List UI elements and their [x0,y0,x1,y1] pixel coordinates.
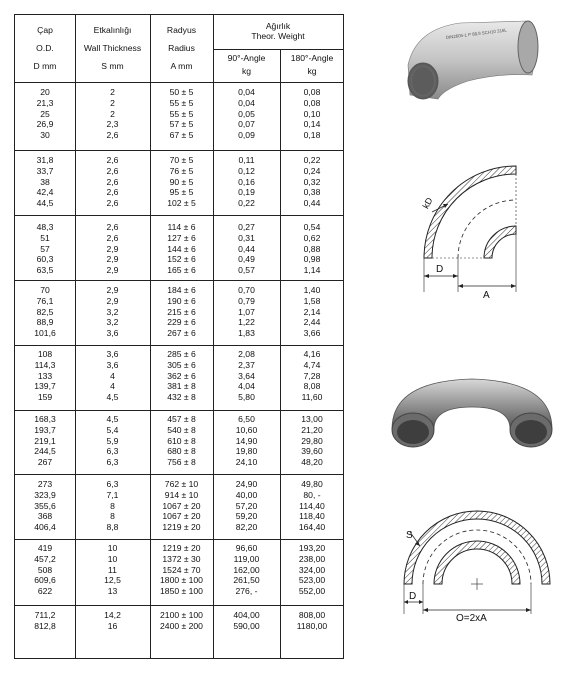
header-od-tr: Çap [37,25,53,35]
cell-od: 419 [37,543,53,553]
cell-wall: 2,6 [106,187,119,198]
cell-radius: 50 ± 5 [169,87,194,97]
cell-radius: 165 ± 6 [167,265,196,276]
cell-w90: 1,83 [238,328,255,339]
cell-w90: 0,44 [238,243,255,254]
group-separator [15,410,343,411]
header-wall [75,25,150,72]
cell-w90: 4,04 [238,381,255,392]
cell-od: 622 [37,586,53,597]
cell-wall: 5,9 [106,435,119,446]
cell-od: 21,3 [36,97,54,108]
cell-od: 355,6 [34,500,56,511]
header-w90 [213,52,280,78]
cell-wall: 2,6 [106,198,119,209]
cell-radius: 914 ± 10 [164,489,199,500]
header-weight-en: Theor. Weight [251,31,305,41]
cell-wall: 2,6 [106,130,119,141]
cell-radius: 1850 ± 100 [160,586,203,597]
cell-od: 406,4 [34,522,56,533]
header-radius [150,25,213,72]
label-a: A [483,290,490,301]
cell-w180: 4,74 [303,359,321,370]
cell-od: 25 [40,108,50,119]
cell-w90: 119,00 [233,553,260,564]
cell-radius: 184 ± 6 [167,285,196,295]
pipe-elbow-table [14,14,344,659]
cell-w180: 39,60 [301,446,323,457]
cell-od: 609,6 [34,575,56,586]
cell-wall: 3,2 [106,306,119,317]
cell-wall: 10 [107,543,118,553]
bend-180-image [386,373,558,453]
cell-w180: 4,16 [303,349,321,359]
cell-w180: 0,08 [303,87,321,97]
elbow-90-drawing [408,146,534,306]
cell-radius: 55 ± 5 [169,108,194,119]
cell-w90: 2,08 [238,349,255,359]
cell-w180: 0,54 [303,222,321,232]
cell-radius: 267 ± 6 [167,328,196,339]
cell-w90: 3,64 [238,370,255,381]
header-radius-en: Radius [168,43,195,53]
cell-w180: 0,10 [303,108,321,119]
cell-w90: 0,04 [238,87,255,97]
cell-wall: 3,6 [106,349,119,359]
cell-radius: 362 ± 6 [167,370,196,381]
cell-radius: 2400 ± 200 [160,620,203,631]
cell-w90: 0,27 [238,222,255,232]
cell-radius: 190 ± 6 [167,295,196,306]
cell-wall: 4 [110,370,115,381]
label-d: D [436,264,444,275]
cell-radius: 1372 ± 30 [162,553,201,564]
cell-w180: 0,98 [303,254,321,265]
group-separator [15,539,343,540]
cell-w180: 80, - [303,489,321,500]
cell-w180: 523,00 [298,575,326,586]
cell-od: 244,5 [34,446,56,457]
cell-wall: 2,6 [106,232,119,243]
cell-w90: 0,09 [238,130,255,141]
cell-w180: 13,00 [301,414,323,424]
cell-radius: 2100 ± 100 [160,610,203,620]
cell-radius: 70 ± 5 [169,155,194,165]
cell-wall: 14,2 [104,610,121,620]
group-separator [15,345,343,346]
cell-wall: 8 [110,511,115,522]
header-weight-tr: Ağırlık [265,21,291,31]
cell-w180: 0,14 [303,119,321,130]
cell-od: 508 [37,564,53,575]
header-radius-tr: Radyus [166,25,197,35]
cell-wall: 16 [107,620,118,631]
cell-wall: 2,9 [106,254,119,265]
group-separator [15,215,343,216]
cell-w180: 1,58 [303,295,321,306]
cell-w90: 2,37 [238,359,255,370]
cell-wall: 3,2 [106,317,119,328]
cell-w180: 2,44 [303,317,321,328]
cell-w180: 193,20 [298,543,326,553]
cell-w180: 0,08 [303,97,321,108]
cell-od: 108 [37,349,53,359]
cell-w90: 276, - [235,586,258,597]
cell-w90: 40,00 [235,489,258,500]
cell-wall: 2 [110,108,115,119]
label-kd: kD [420,195,435,211]
cell-wall: 2,9 [106,295,119,306]
cell-radius: 457 ± 8 [167,414,196,424]
cell-od: 20 [40,87,50,97]
cell-wall: 2,6 [106,165,119,176]
cell-w90: 404,00 [233,610,260,620]
photo-90-elbow [398,15,544,101]
cell-w180: 0,62 [303,232,321,243]
cell-wall: 10 [107,553,118,564]
cell-od: 267 [37,457,53,468]
cell-w90: 59,20 [235,511,258,522]
cell-radius: 1524 ± 70 [162,564,201,575]
cell-radius: 67 ± 5 [169,130,194,141]
cell-radius: 540 ± 8 [167,424,196,435]
cell-od: 193,7 [34,424,56,435]
cell-wall: 2,6 [106,222,119,232]
cell-w90: 0,19 [238,187,255,198]
cell-wall: 12,5 [104,575,121,586]
group-separator [15,82,343,83]
cell-w90: 0,12 [238,165,255,176]
cell-wall: 2,9 [106,243,119,254]
cell-w180: 11,60 [301,392,323,403]
cell-w90: 10,60 [235,424,258,435]
header-w90-label: 90°-Angle [227,53,266,63]
cell-od: 457,2 [34,553,56,564]
elbow-90-image [398,15,544,101]
cell-w90: 0,04 [238,97,255,108]
cell-w90: 82,20 [235,522,258,533]
cell-wall: 6,3 [106,457,119,468]
group-separator [15,280,343,281]
label-s: S [406,530,413,541]
cell-od: 323,9 [34,489,56,500]
cell-wall: 6,3 [106,446,119,457]
diagram-90-elbow [408,146,534,306]
cell-radius: 152 ± 6 [167,254,196,265]
cell-w180: 808,00 [298,610,326,620]
cell-radius: 90 ± 5 [169,176,194,187]
cell-w90: 6,50 [238,414,255,424]
cell-w180: 8,08 [303,381,321,392]
cell-radius: 229 ± 6 [167,317,196,328]
cell-radius: 305 ± 6 [167,359,196,370]
cell-w180: 0,88 [303,243,321,254]
header-wall-tr: Etkalınlığı [93,25,132,35]
cell-od: 44,5 [36,198,54,209]
cell-w180: 7,28 [303,370,321,381]
cell-w180: 114,40 [299,500,325,511]
cell-w180: 0,18 [303,130,321,141]
cell-radius: 55 ± 5 [169,97,194,108]
cell-radius: 76 ± 5 [169,165,194,176]
cell-radius: 114 ± 6 [167,222,196,232]
cell-w90: 0,57 [238,265,255,276]
cell-w180: 238,00 [298,553,326,564]
cell-od: 133 [37,370,53,381]
cell-w180: 0,22 [303,155,321,165]
cell-wall: 2,6 [106,155,119,165]
cell-w180: 3,66 [303,328,321,339]
bend-180-drawing [396,502,558,626]
cell-radius: 756 ± 8 [167,457,196,468]
cell-w90: 24,10 [235,457,258,468]
cell-wall: 2 [110,87,115,97]
photo-180-bend [386,373,558,453]
cell-wall: 8,8 [106,522,119,533]
cell-od: 70 [40,285,50,295]
cell-w90: 162,00 [233,564,260,575]
cell-wall: 2,9 [106,285,119,295]
cell-w180: 552,00 [298,586,326,597]
cell-radius: 1067 ± 20 [162,500,201,511]
cell-od: 101,6 [34,328,56,339]
cell-w90: 0,79 [238,295,255,306]
cell-od: 38 [40,176,50,187]
cell-wall: 2,3 [106,119,119,130]
cell-w90: 0,49 [238,254,255,265]
cell-wall: 13 [107,586,118,597]
cell-od: 812,8 [34,620,56,631]
cell-od: 42,4 [36,187,54,198]
cell-w90: 24,90 [235,479,258,489]
header-od-en: O.D. [36,43,54,53]
label-o-2xa: O=2xA [456,613,487,624]
cell-w90: 261,50 [233,575,260,586]
cell-od: 57 [40,243,50,254]
cell-radius: 1219 ± 20 [162,522,201,533]
header-wall-unit: S mm [101,61,124,71]
cell-od: 168,3 [34,414,56,424]
group-separator [15,474,343,475]
cell-wall: 7,1 [106,489,119,500]
cell-radius: 762 ± 10 [164,479,199,489]
header-w180-unit: kg [307,66,317,76]
cell-w90: 1,07 [238,306,255,317]
cell-w180: 0,24 [303,165,321,176]
cell-w90: 0,05 [238,108,255,119]
header-wall-en: Wall Thickness [83,43,142,53]
cell-od: 114,3 [34,359,56,370]
header-w180 [280,52,344,78]
cell-wall: 4,5 [106,392,119,403]
cell-w180: 0,32 [303,176,321,187]
cell-w90: 5,80 [238,392,255,403]
cell-w180: 1,40 [303,285,321,295]
cell-od: 51 [40,232,50,243]
cell-radius: 144 ± 6 [167,243,196,254]
cell-wall: 4 [110,381,115,392]
cell-od: 76,1 [36,295,54,306]
cell-w180: 49,80 [301,479,323,489]
cell-radius: 215 ± 6 [167,306,196,317]
cell-w90: 0,07 [238,119,255,130]
diagram-180-bend [396,502,558,626]
cell-od: 273 [37,479,53,489]
cell-wall: 3,6 [106,328,119,339]
cell-od: 139,7 [34,381,56,392]
cell-wall: 6,3 [106,479,119,489]
cell-od: 368 [37,511,53,522]
header-w180-label: 180°-Angle [290,53,334,63]
weight-split-rule [213,49,343,50]
group-separator [15,605,343,606]
cell-w90: 0,22 [238,198,255,209]
cell-w90: 0,11 [238,155,255,165]
cell-w90: 96,60 [235,543,258,553]
cell-radius: 432 ± 8 [167,392,196,403]
header-weight [213,21,343,41]
header-od-unit: D mm [33,61,57,71]
elbow-stamp: DIN2605-1 P 88,9 SCH10 316L [445,27,508,40]
cell-radius: 680 ± 8 [167,446,196,457]
cell-wall: 2 [110,97,115,108]
cell-wall: 4,5 [106,414,119,424]
cell-wall: 2,9 [106,265,119,276]
cell-od: 30 [40,130,50,141]
cell-w180: 1180,00 [296,620,328,631]
label-d2: D [409,591,417,602]
cell-radius: 102 ± 5 [167,198,196,209]
cell-od: 82,5 [36,306,54,317]
cell-radius: 95 ± 5 [169,187,194,198]
cell-radius: 1800 ± 100 [160,575,203,586]
header-od [15,25,75,72]
cell-od: 33,7 [36,165,54,176]
cell-od: 88,9 [36,317,54,328]
cell-od: 63,5 [36,265,54,276]
cell-w180: 0,38 [303,187,321,198]
cell-w180: 29,80 [301,435,323,446]
group-separator [15,150,343,151]
cell-w90: 14,90 [235,435,258,446]
cell-wall: 2,6 [106,176,119,187]
cell-w90: 19,80 [235,446,258,457]
header-radius-unit: A mm [170,61,193,71]
cell-w180: 324,00 [298,564,326,575]
cell-od: 219,1 [34,435,56,446]
cell-radius: 381 ± 8 [167,381,196,392]
cell-w90: 57,20 [235,500,258,511]
cell-radius: 127 ± 6 [167,232,196,243]
cell-radius: 285 ± 6 [167,349,196,359]
cell-w180: 118,40 [299,511,325,522]
cell-wall: 5,4 [106,424,119,435]
cell-w90: 0,70 [238,285,255,295]
cell-od: 60,3 [36,254,54,265]
cell-w180: 2,14 [303,306,321,317]
cell-wall: 3,6 [106,359,119,370]
cell-radius: 57 ± 5 [169,119,194,130]
cell-w180: 21,20 [301,424,323,435]
cell-radius: 1219 ± 20 [162,543,201,553]
cell-w90: 590,00 [233,620,260,631]
cell-w180: 164,40 [298,522,326,533]
cell-od: 31,8 [36,155,54,165]
cell-od: 711,2 [34,610,56,620]
cell-wall: 11 [108,564,117,575]
cell-w90: 1,22 [238,317,255,328]
cell-w90: 0,31 [238,232,255,243]
cell-od: 159 [37,392,53,403]
cell-wall: 8 [110,500,115,511]
cell-od: 26,9 [36,119,54,130]
cell-w180: 1,14 [303,265,321,276]
cell-w90: 0,16 [238,176,255,187]
cell-w180: 48,20 [301,457,323,468]
cell-w180: 0,44 [303,198,321,209]
cell-radius: 610 ± 8 [167,435,196,446]
cell-radius: 1067 ± 20 [162,511,201,522]
cell-od: 48,3 [36,222,54,232]
header-w90-unit: kg [241,66,252,76]
